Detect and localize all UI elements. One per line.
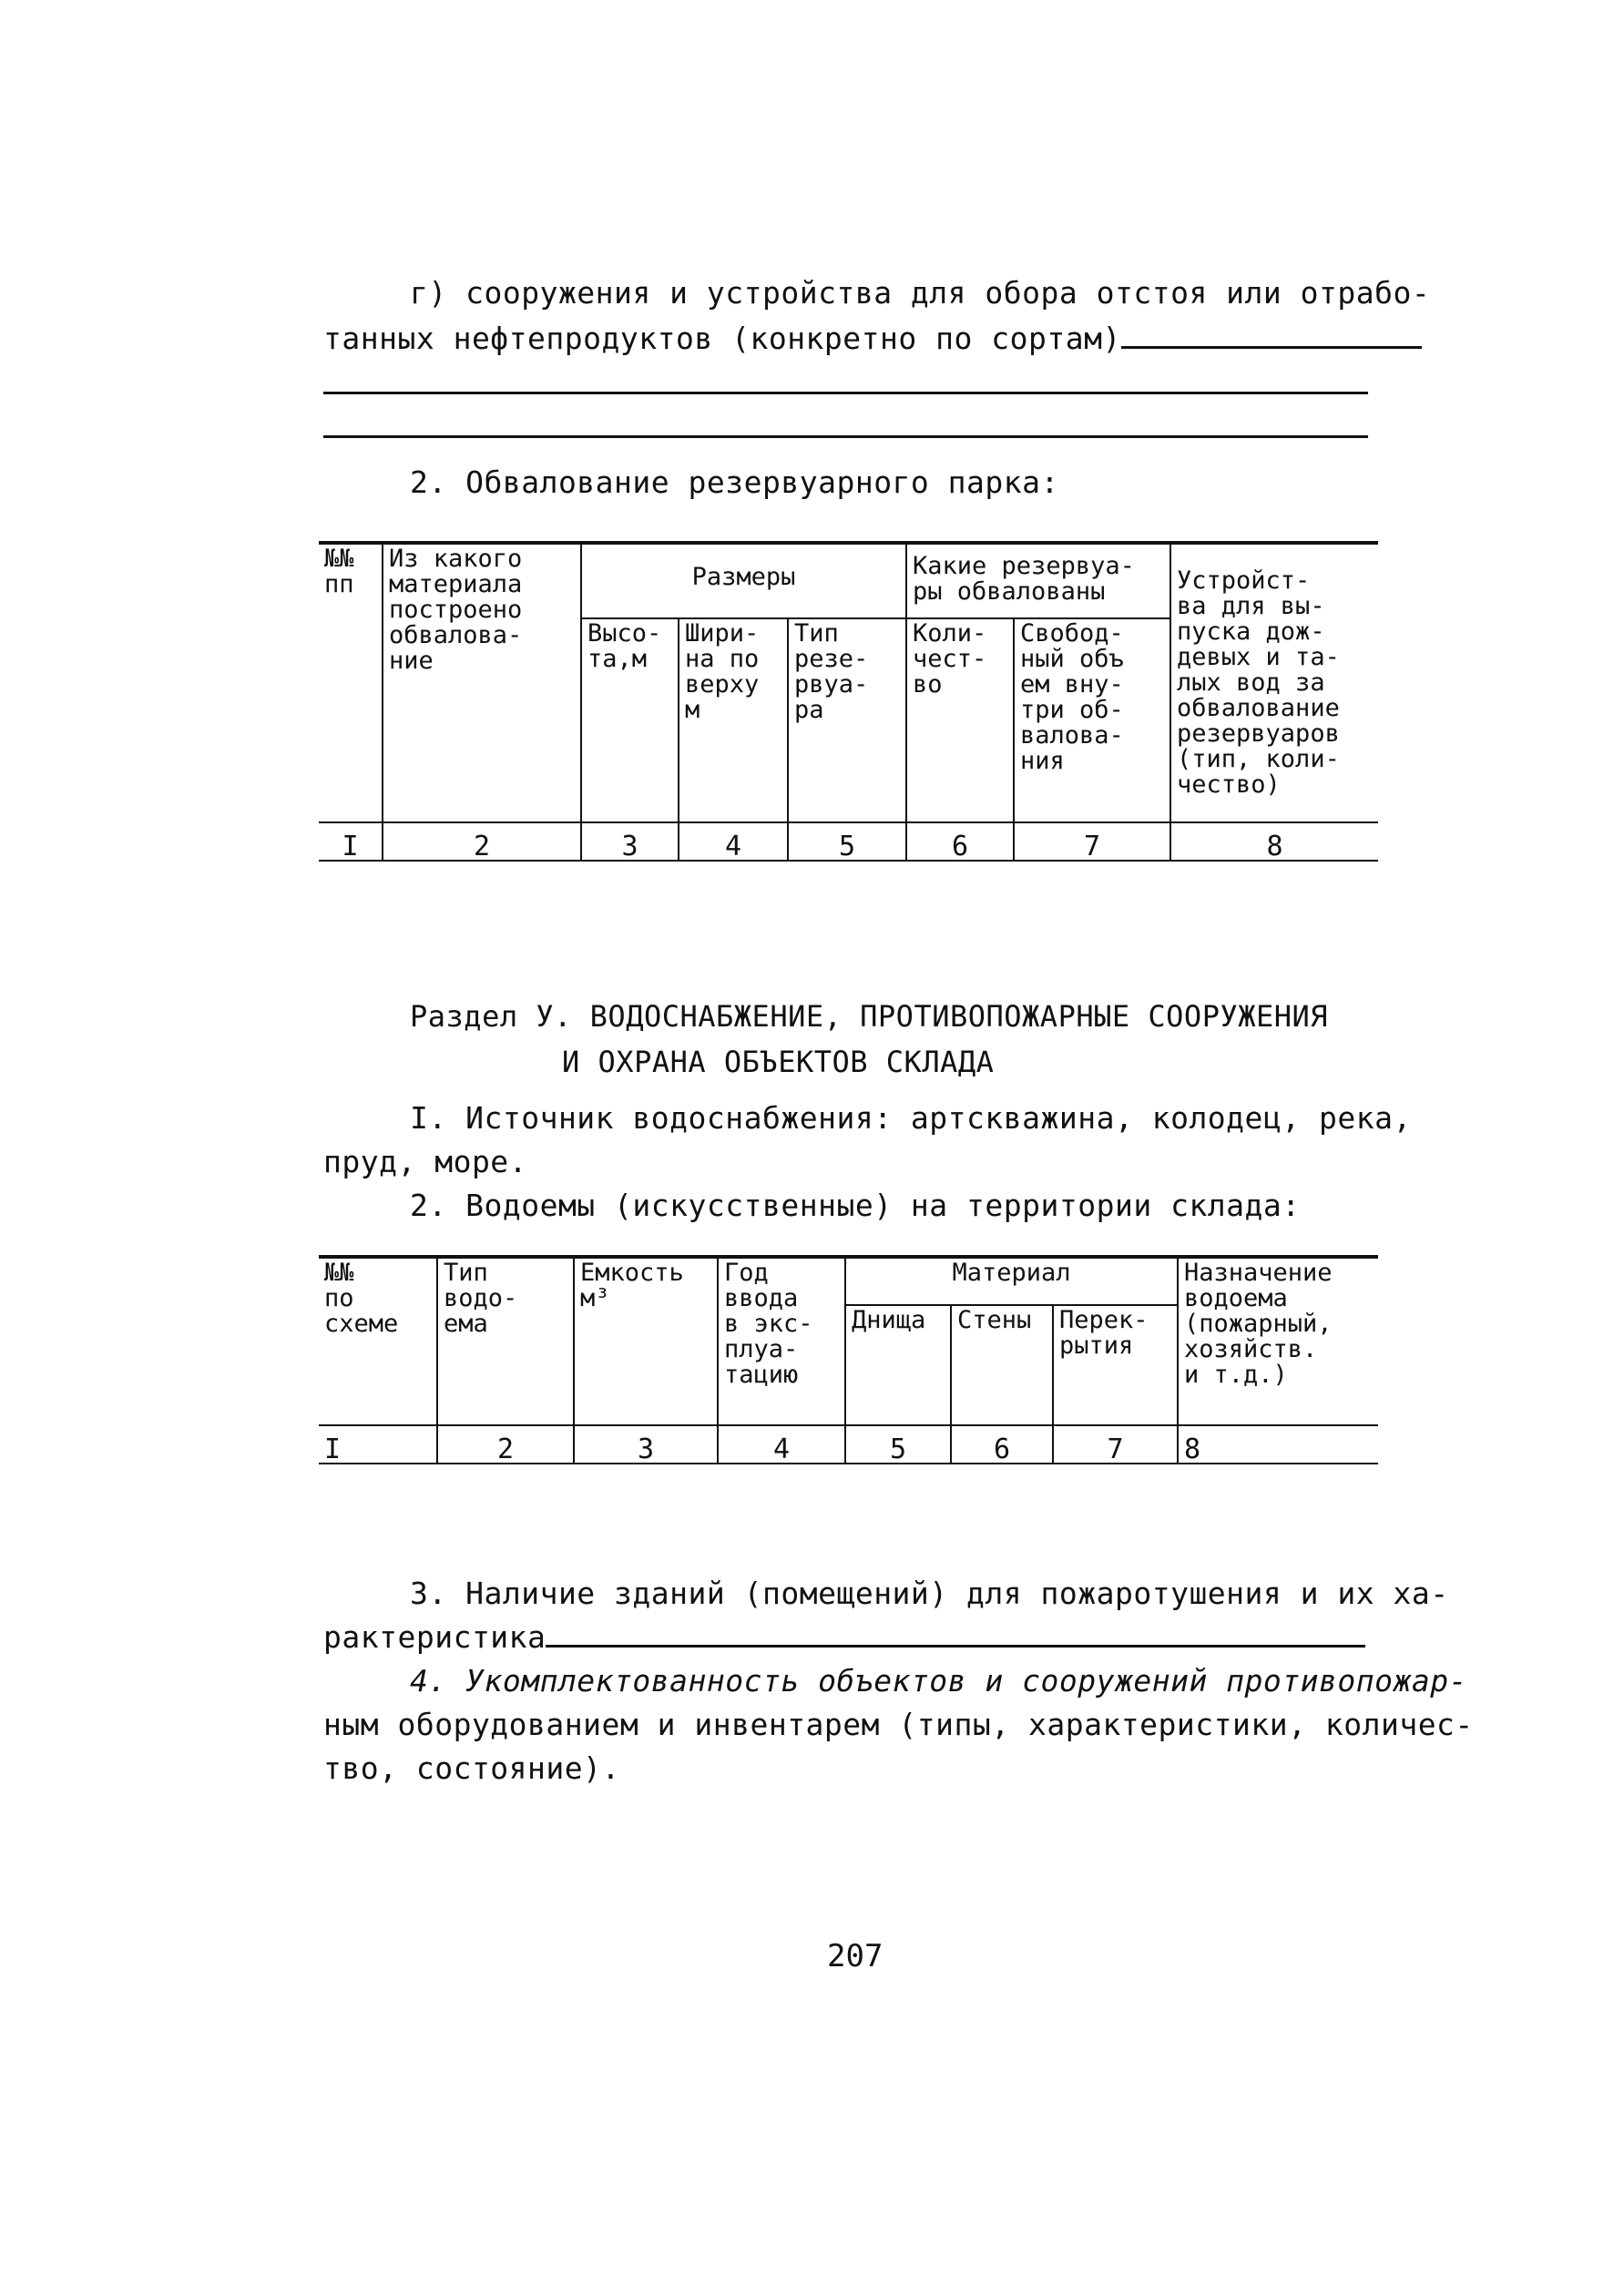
p4-line1: 4. Укомплектованность объектов и сооружений противопожар- [410,1663,1467,1699]
blank-line-1 [323,392,1368,394]
p3-line2-row [323,1619,1365,1656]
reservoirs-table [319,1255,1378,1464]
th-which: Какие резервуа- ры обвалованы [906,543,1170,618]
p1-line1: I. Источник водоснабжения: артскважина, колодец, река, [410,1100,1412,1136]
page-number: 207 [827,1938,883,1974]
item-g-line2: танных нефтепродуктов (конкретно по сортам) [323,321,1121,356]
th-year: Год ввода в экс- плуа- тацию [718,1257,845,1425]
col-number: 2 [383,822,581,861]
col-number: I [319,822,383,861]
p3-line2: рактеристика [323,1619,546,1655]
col-number: 3 [574,1425,718,1464]
th-roof: Перек- рытия [1053,1305,1178,1425]
col-number: 5 [845,1425,951,1464]
th-capacity: Емкость м³ [574,1257,718,1425]
th-volume: Свобод- ный объ ем вну- три об- валова- ния [1014,618,1170,822]
th-type: Тип водо- ема [437,1257,574,1425]
th-height: Высо- та,м [581,618,679,822]
fill-line [546,1619,1365,1648]
th-purpose: Назначение водоема (пожарный, хозяйств. и т.д.) [1178,1257,1378,1425]
col-number: 4 [718,1425,845,1464]
col-number: 7 [1053,1425,1178,1464]
section5-title-line1: Раздел У. ВОДОСНАБЖЕНИЕ, ПРОТИВОПОЖАРНЫЕ СООРУЖЕНИЯ [410,999,1329,1034]
th-type: Тип резе- рвуа- ра [788,618,906,822]
section5-title-line2: И ОХРАНА ОБЪЕКТОВ СКЛАДА [562,1045,995,1079]
col-number: 5 [788,822,906,861]
th-devices: Устройст- ва для вы- пуска дож- девых и та- лых вод за обвалование резервуаров (тип, коли- чество) [1170,543,1378,822]
p3-line1: 3. Наличие зданий (помещений) для пожаротушения и их ха- [410,1576,1449,1611]
item2-heading: 2. Обвалование резервуарного парка: [410,464,1059,500]
p4-line2: ным оборудованием и инвентарем (типы, характеристики, количес- [323,1707,1474,1742]
col-number: 6 [951,1425,1053,1464]
col-number: 6 [906,822,1014,861]
col-number: I [319,1425,437,1464]
col-number: 3 [581,822,679,861]
col-number: 7 [1014,822,1170,861]
col-number: 2 [437,1425,574,1464]
th-bottom: Днища [845,1305,951,1425]
th-material: Из какого материала построено обвалова- ние [383,543,581,822]
th-material: Материал [845,1257,1178,1305]
th-count: Коли- чест- во [906,618,1014,822]
item-g-line2-row [323,321,1422,357]
col-number: 8 [1178,1425,1378,1464]
th-width: Шири- на по верху м [679,618,788,822]
th-num: №№ пп [319,543,383,822]
col-number: 8 [1170,822,1378,861]
p2-heading: 2. Водоемы (искусственные) на территории склада: [410,1188,1301,1223]
th-walls: Стены [951,1305,1053,1425]
fill-line [1121,321,1422,349]
item-g-line1: г) сооружения и устройства для обора отстоя или отрабо- [410,275,1431,311]
p1-line2: пруд, море. [323,1144,528,1179]
blank-line-2 [323,435,1368,438]
embankment-table [319,541,1378,862]
th-num: №№ по схеме [319,1257,437,1425]
p4-line3: тво, состояние). [323,1750,620,1786]
col-number: 4 [679,822,788,861]
th-sizes: Размеры [581,543,906,618]
